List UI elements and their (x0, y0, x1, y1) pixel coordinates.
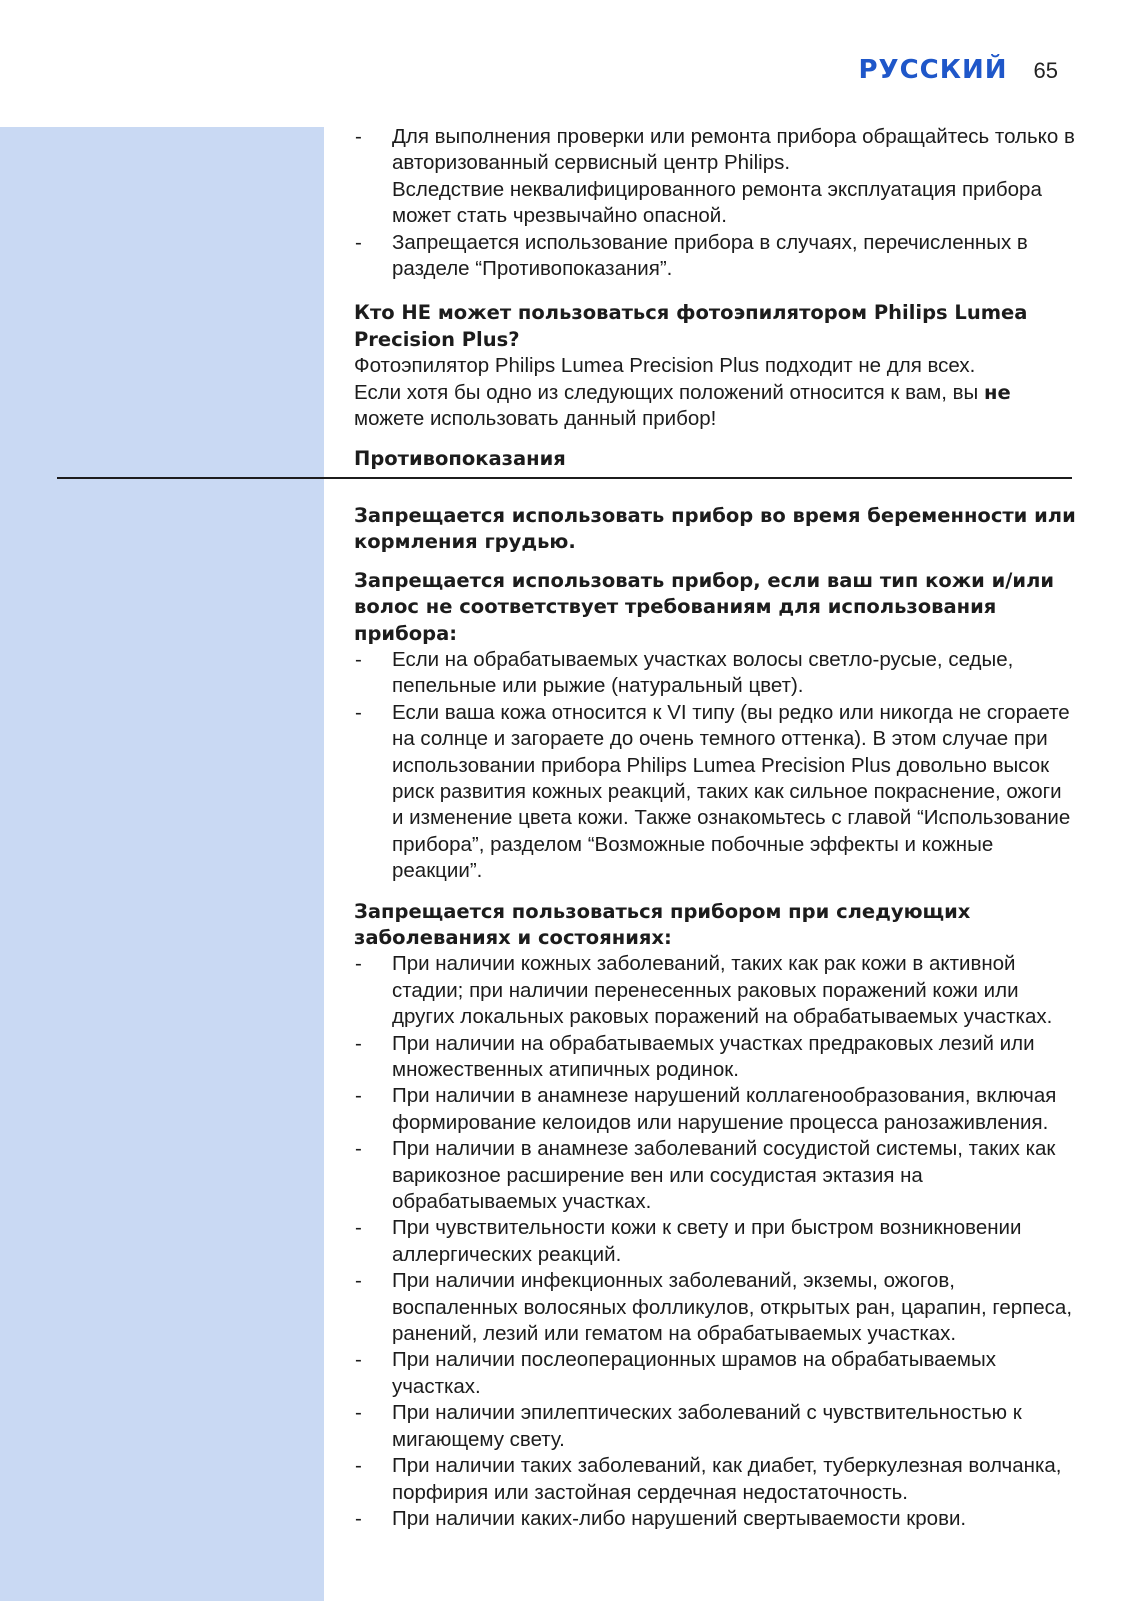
sidebar-band (0, 127, 324, 1601)
list-item-text: Вследствие неквалифицированного ремонта эксплуатация прибора может стать чрезвычайно опасной. (392, 177, 1042, 228)
who-cannot-line1: Фотоэпилятор Philips Lumea Precision Plus подходит не для всех. (354, 354, 976, 378)
list-item-text: Для выполнения проверки или ремонта прибора обращайтесь только в авторизованный сервисный центр Philips. (392, 125, 1075, 175)
list-item: - При наличии в анамнезе нарушений коллагенообразования, включая формирование келоидов или нарушение процесса ранозаживления. (354, 1083, 1078, 1136)
list-item: - При наличии на обрабатываемых участках предраковых лезий или множественных атипичных родинок. (354, 1031, 1078, 1084)
list-item: - При наличии таких заболеваний, как диабет, туберкулезная волчанка, порфирия или застойная сердечная недостаточность. (354, 1453, 1078, 1506)
list-item: - Если на обрабатываемых участках волосы светло-русые, седые, пепельные или рыжие (натуральный цвет). (354, 647, 1078, 700)
list-item (354, 230, 1078, 283)
list-item: - При наличии послеоперационных шрамов на обрабатываемых участках. (354, 1347, 1078, 1400)
emphasis-not: не (983, 380, 1011, 404)
list-item: - При чувствительности кожи к свету и при быстром возникновении аллергических реакций. (354, 1215, 1078, 1268)
main-content (354, 124, 1078, 1532)
page-number: 65 (1033, 58, 1058, 83)
who-cannot-line2: Если хотя бы одно из следующих положений относится к вам, вы не можете использовать данный прибор! (354, 380, 1011, 431)
pregnancy-warning: Запрещается использовать прибор во время беременности или кормления грудью. (354, 503, 1076, 554)
list-item-text: Запрещается использование прибора в случаях, перечисленных в разделе “Противопоказания”. (392, 230, 1028, 281)
diseases-heading: Запрещается пользоваться прибором при следующих заболеваниях и состояниях: (354, 899, 971, 949)
list-item: - При наличии в анамнезе заболеваний сосудистой системы, таких как варикозное расширение вен или сосудистая эктазия на обрабатываемых участках. (354, 1136, 1078, 1215)
who-cannot-heading: Кто НЕ может пользоваться фотоэпилятором Philips Lumea Precision Plus? (354, 301, 1028, 351)
contraindications-title: Противопоказания (354, 447, 566, 471)
list-item: - При наличии кожных заболеваний, таких как рак кожи в активной стадии; при наличии перенесенных раковых поражений кожи или других локальных раковых поражений на обрабатываемых участках. (354, 951, 1078, 1030)
language-label: РУССКИЙ (858, 55, 1008, 85)
skin-hair-list (354, 647, 1078, 885)
list-item: - При наличии эпилептических заболеваний с чувствительностью к мигающему свету. (354, 1400, 1078, 1453)
list-item: - Если ваша кожа относится к VI типу (вы редко или никогда не сгораете на солнце и загораете до очень темного оттенка). В этом случае при использовании прибора Philips Lumea Precision Plus довольно высок риск развития кожных реакций, таких как сильное покраснение, ожоги и изменение цвета кожи. Также ознакомьтесь с главой “Использование прибора”, разделом “Возможные побочные эффекты и кожные реакции”. (354, 700, 1078, 885)
diseases-list (354, 951, 1078, 1532)
list-item (354, 124, 1078, 230)
page-header (858, 55, 1058, 85)
intro-list (354, 124, 1078, 282)
list-item: - При наличии инфекционных заболеваний, экземы, ожогов, воспаленных волосяных фолликулов, открытых ран, царапин, герпеса, ранений, лезий или гематом на обрабатываемых участках. (354, 1268, 1078, 1347)
list-item: - При наличии каких-либо нарушений свертываемости крови. (354, 1506, 1078, 1532)
skin-hair-heading: Запрещается использовать прибор, если ваш тип кожи и/или волос не соответствует требованиям для использования прибора: (354, 568, 1055, 645)
